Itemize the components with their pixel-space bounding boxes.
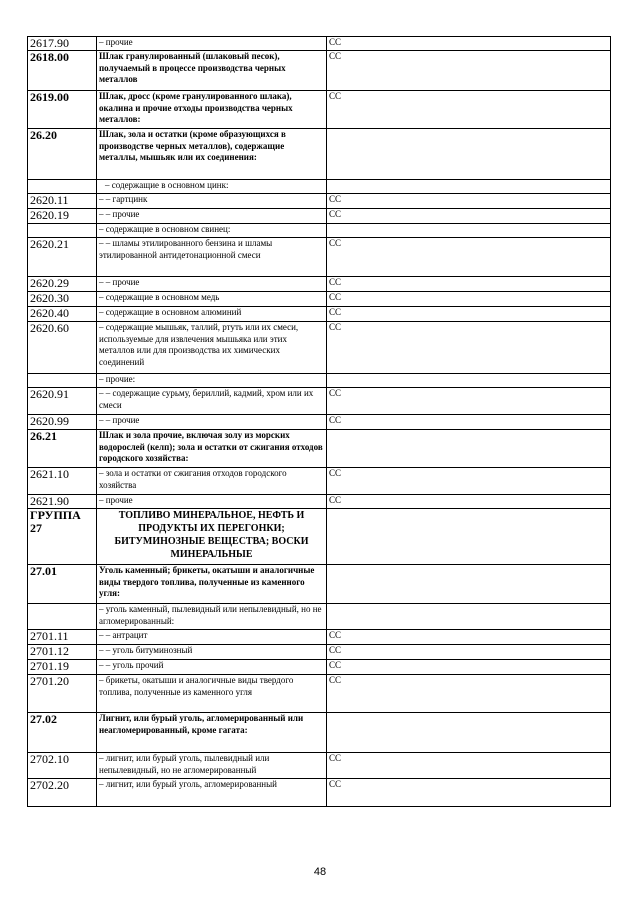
table-row xyxy=(28,51,611,91)
code-cell: 2701.19 xyxy=(28,660,97,675)
classification-table xyxy=(27,36,611,807)
description-cell: Шлак, зола и остатки (кроме образующихся в производстве черных металлов), содержащие металлы, мышьяк или их соединения: xyxy=(97,129,327,180)
description-cell: – – содержащие сурьму, бериллий, кадмий, хром или их смеси xyxy=(97,388,327,415)
description-cell: – прочие xyxy=(97,495,327,509)
table-row xyxy=(28,430,611,468)
code-cell: ГРУППА 27 xyxy=(28,509,97,565)
table-row xyxy=(28,388,611,415)
code-cell: 2620.40 xyxy=(28,307,97,322)
description-cell: – – гартцинк xyxy=(97,194,327,209)
cert-cell: СС xyxy=(327,415,611,430)
description-cell: – прочие: xyxy=(97,374,327,388)
description-cell: Лигнит, или бурый уголь, агломерированный или неагломерированный, кроме гагата: xyxy=(97,713,327,753)
description-cell: – – прочие xyxy=(97,415,327,430)
description-cell: – – уголь прочий xyxy=(97,660,327,675)
table-row xyxy=(28,509,611,565)
code-cell: 2701.11 xyxy=(28,630,97,645)
table-row xyxy=(28,277,611,292)
cert-cell: СС xyxy=(327,753,611,779)
cert-cell xyxy=(327,713,611,753)
code-cell: 2620.30 xyxy=(28,292,97,307)
code-cell: 2621.10 xyxy=(28,468,97,495)
table-row xyxy=(28,307,611,322)
code-cell: 2619.00 xyxy=(28,91,97,129)
table-row xyxy=(28,238,611,277)
cert-cell: СС xyxy=(327,645,611,660)
table-row xyxy=(28,468,611,495)
code-cell: 2620.29 xyxy=(28,277,97,292)
description-cell: – содержащие мышьяк, таллий, ртуть или их смеси, используемые для извлечения мышьяка или этих металлов или для производства их химических соединений xyxy=(97,322,327,374)
cert-cell: СС xyxy=(327,630,611,645)
description-cell: Шлак гранулированный (шлаковый песок), получаемый в процессе производства черных металлов xyxy=(97,51,327,91)
code-cell: 2618.00 xyxy=(28,51,97,91)
cert-cell: СС xyxy=(327,238,611,277)
table-row xyxy=(28,630,611,645)
code-cell: 2620.60 xyxy=(28,322,97,374)
table-row xyxy=(28,604,611,630)
cert-cell: СС xyxy=(327,495,611,509)
description-cell: – – прочие xyxy=(97,209,327,224)
description-cell: – содержащие в основном алюминий xyxy=(97,307,327,322)
cert-cell: СС xyxy=(327,292,611,307)
description-cell: – – прочие xyxy=(97,277,327,292)
description-cell: – – шламы этилированного бензина и шламы этилированной антидетонационной смеси xyxy=(97,238,327,277)
table-row xyxy=(28,374,611,388)
cert-cell: СС xyxy=(327,209,611,224)
cert-cell xyxy=(327,374,611,388)
cert-cell: СС xyxy=(327,322,611,374)
code-cell: 2620.11 xyxy=(28,194,97,209)
code-cell xyxy=(28,604,97,630)
description-cell: – содержащие в основном цинк: xyxy=(97,180,327,194)
description-cell: – уголь каменный, пылевидный или непылевидный, но не агломерированный: xyxy=(97,604,327,630)
code-cell: 2702.10 xyxy=(28,753,97,779)
table-row xyxy=(28,565,611,604)
description-cell: – – уголь битуминозный xyxy=(97,645,327,660)
description-cell: – прочие xyxy=(97,37,327,51)
description-cell: – брикеты, окатыши и аналогичные виды твердого топлива, полученные из каменного угля xyxy=(97,675,327,713)
description-cell: Шлак и зола прочие, включая золу из морских водорослей (келп); зола и остатки от сжигания отходов городского хозяйства: xyxy=(97,430,327,468)
cert-cell xyxy=(327,565,611,604)
description-cell: – зола и остатки от сжигания отходов городского хозяйства xyxy=(97,468,327,495)
code-cell: 26.21 xyxy=(28,430,97,468)
description-cell: – лигнит, или бурый уголь, агломерированный xyxy=(97,779,327,807)
cert-cell xyxy=(327,224,611,238)
table-row xyxy=(28,91,611,129)
code-cell: 2620.91 xyxy=(28,388,97,415)
description-cell: ТОПЛИВО МИНЕРАЛЬНОЕ, НЕФТЬ И ПРОДУКТЫ ИХ ПЕРЕГОНКИ; БИТУМИНОЗНЫЕ ВЕЩЕСТВА; ВОСКИ МИНЕРАЛЬНЫЕ xyxy=(97,509,327,565)
code-cell xyxy=(28,374,97,388)
code-cell: 2620.99 xyxy=(28,415,97,430)
table-row xyxy=(28,415,611,430)
code-cell xyxy=(28,224,97,238)
page-number: 48 xyxy=(313,866,327,878)
code-cell: 2621.90 xyxy=(28,495,97,509)
cert-cell xyxy=(327,180,611,194)
code-cell: 2617.90 xyxy=(28,37,97,51)
table-row xyxy=(28,753,611,779)
cert-cell: СС xyxy=(327,194,611,209)
table-row xyxy=(28,713,611,753)
code-cell: 2620.19 xyxy=(28,209,97,224)
table-row xyxy=(28,129,611,180)
cert-cell: СС xyxy=(327,675,611,713)
description-cell: – содержащие в основном медь xyxy=(97,292,327,307)
cert-cell: СС xyxy=(327,388,611,415)
code-cell: 27.02 xyxy=(28,713,97,753)
cert-cell: СС xyxy=(327,91,611,129)
cert-cell: СС xyxy=(327,277,611,292)
cert-cell xyxy=(327,129,611,180)
description-cell: Уголь каменный; брикеты, окатыши и аналогичные виды твердого топлива, полученные из каменного угля: xyxy=(97,565,327,604)
code-cell: 26.20 xyxy=(28,129,97,180)
cert-cell xyxy=(327,509,611,565)
cert-cell: СС xyxy=(327,37,611,51)
table-row xyxy=(28,779,611,807)
cert-cell: СС xyxy=(327,779,611,807)
table-row xyxy=(28,292,611,307)
cert-cell: СС xyxy=(327,307,611,322)
table-row xyxy=(28,209,611,224)
table-row xyxy=(28,660,611,675)
table-row xyxy=(28,322,611,374)
code-cell xyxy=(28,180,97,194)
cert-cell: СС xyxy=(327,468,611,495)
table-row xyxy=(28,224,611,238)
table-row xyxy=(28,180,611,194)
cert-cell xyxy=(327,430,611,468)
code-cell: 2701.12 xyxy=(28,645,97,660)
description-cell: – содержащие в основном свинец: xyxy=(97,224,327,238)
description-cell: – лигнит, или бурый уголь, пылевидный или непылевидный, но не агломерированный xyxy=(97,753,327,779)
cert-cell xyxy=(327,604,611,630)
cert-cell: СС xyxy=(327,660,611,675)
code-cell: 2701.20 xyxy=(28,675,97,713)
description-cell: Шлак, дросс (кроме гранулированного шлака), окалина и прочие отходы производства черных металлов: xyxy=(97,91,327,129)
description-cell: – – антрацит xyxy=(97,630,327,645)
code-cell: 2702.20 xyxy=(28,779,97,807)
table-row xyxy=(28,675,611,713)
table-row xyxy=(28,645,611,660)
code-cell: 2620.21 xyxy=(28,238,97,277)
table-row xyxy=(28,194,611,209)
table-row xyxy=(28,37,611,51)
table-row xyxy=(28,495,611,509)
code-cell: 27.01 xyxy=(28,565,97,604)
cert-cell: СС xyxy=(327,51,611,91)
